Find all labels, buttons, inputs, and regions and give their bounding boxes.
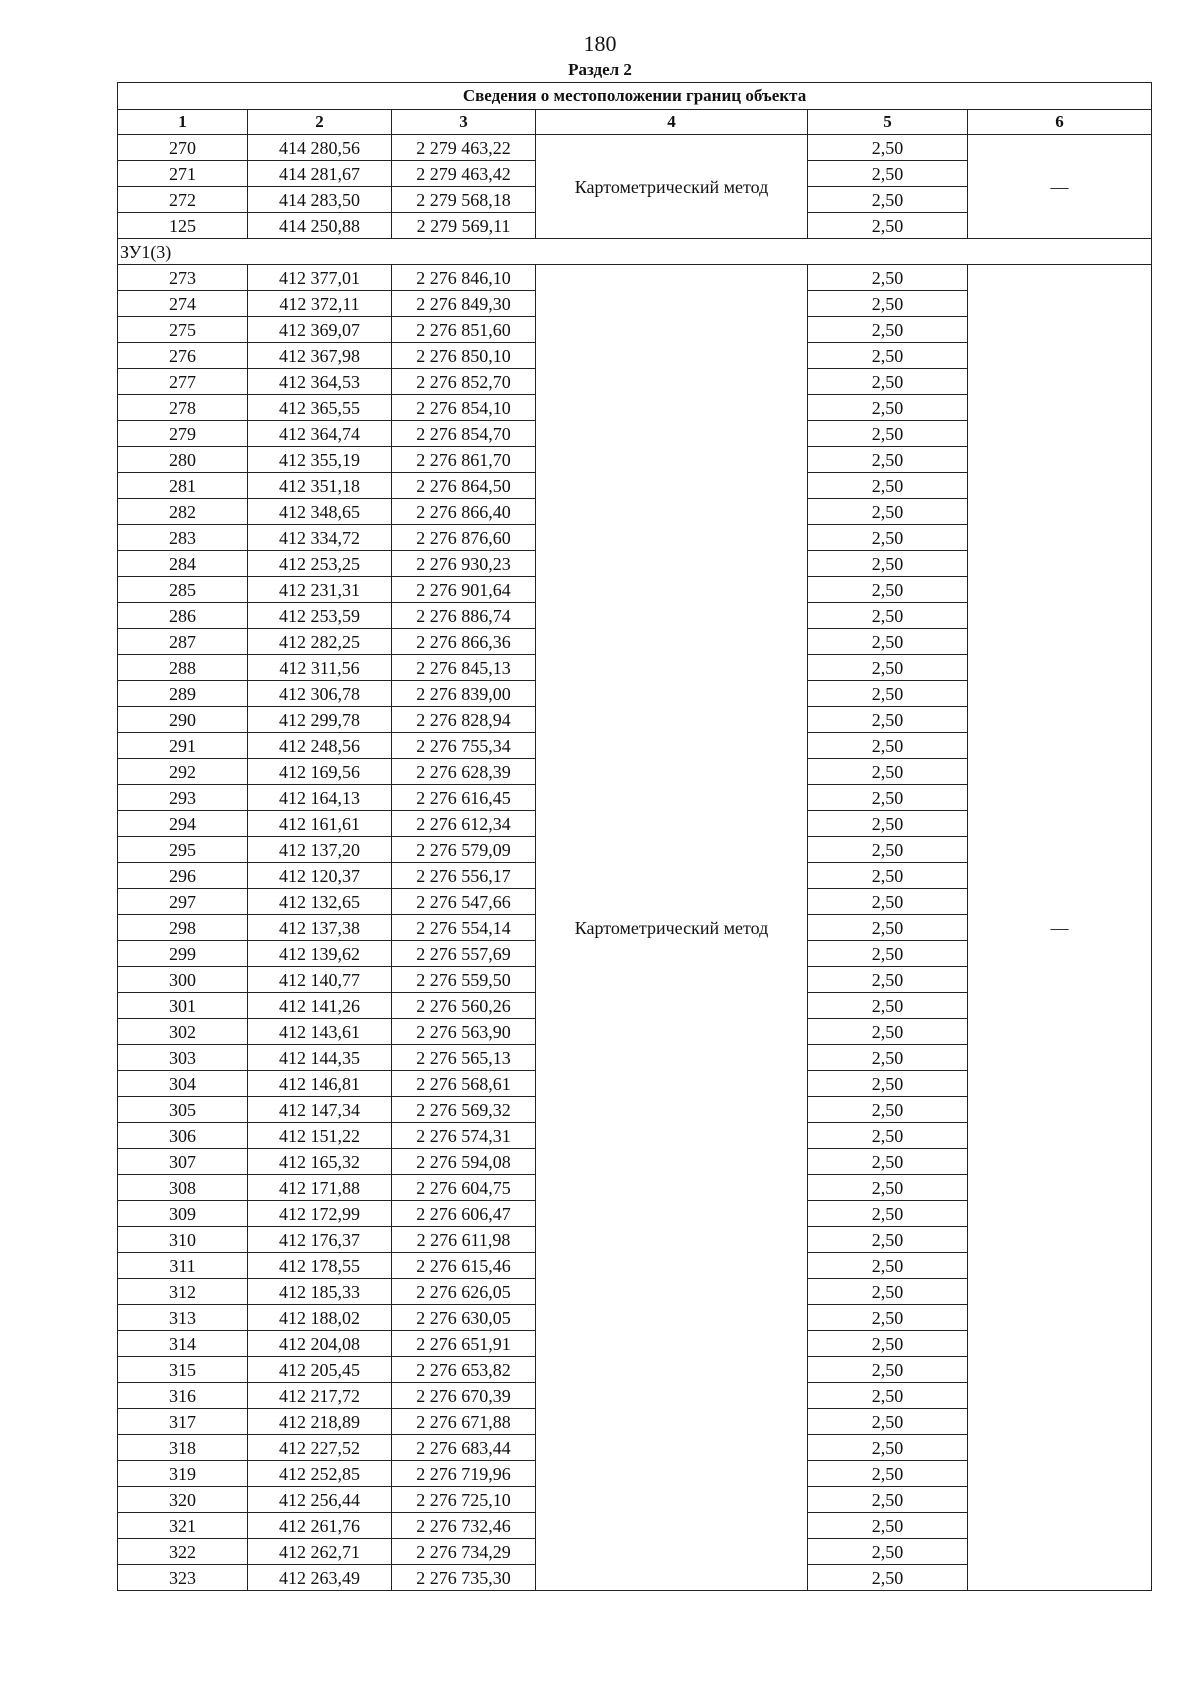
y-coordinate-cell: 2 276 630,05	[392, 1305, 536, 1331]
x-coordinate-cell: 412 132,65	[248, 889, 392, 915]
x-coordinate-cell: 412 161,61	[248, 811, 392, 837]
accuracy-cell: 2,50	[808, 837, 968, 863]
point-number-cell: 322	[118, 1539, 248, 1565]
accuracy-cell: 2,50	[808, 915, 968, 941]
point-number-cell: 270	[118, 135, 248, 161]
accuracy-cell: 2,50	[808, 811, 968, 837]
point-number-cell: 305	[118, 1097, 248, 1123]
accuracy-cell: 2,50	[808, 707, 968, 733]
point-number-cell: 275	[118, 317, 248, 343]
y-coordinate-cell: 2 276 930,23	[392, 551, 536, 577]
point-number-cell: 293	[118, 785, 248, 811]
accuracy-cell: 2,50	[808, 499, 968, 525]
point-number-cell: 310	[118, 1227, 248, 1253]
x-coordinate-cell: 412 147,34	[248, 1097, 392, 1123]
y-coordinate-cell: 2 276 615,46	[392, 1253, 536, 1279]
point-number-cell: 279	[118, 421, 248, 447]
y-coordinate-cell: 2 279 568,18	[392, 187, 536, 213]
x-coordinate-cell: 412 248,56	[248, 733, 392, 759]
x-coordinate-cell: 412 120,37	[248, 863, 392, 889]
x-coordinate-cell: 412 204,08	[248, 1331, 392, 1357]
point-number-cell: 312	[118, 1279, 248, 1305]
group-row	[118, 239, 1152, 265]
y-coordinate-cell: 2 276 845,13	[392, 655, 536, 681]
accuracy-cell: 2,50	[808, 577, 968, 603]
table-caption: Сведения о местоположении границ объекта	[118, 83, 1152, 110]
accuracy-cell: 2,50	[808, 759, 968, 785]
point-number-cell: 294	[118, 811, 248, 837]
x-coordinate-cell: 412 231,31	[248, 577, 392, 603]
y-coordinate-cell: 2 276 828,94	[392, 707, 536, 733]
x-coordinate-cell: 412 171,88	[248, 1175, 392, 1201]
y-coordinate-cell: 2 276 734,29	[392, 1539, 536, 1565]
x-coordinate-cell: 412 164,13	[248, 785, 392, 811]
y-coordinate-cell: 2 276 626,05	[392, 1279, 536, 1305]
x-coordinate-cell: 412 143,61	[248, 1019, 392, 1045]
column-number: 4	[536, 110, 808, 135]
x-coordinate-cell: 412 172,99	[248, 1201, 392, 1227]
y-coordinate-cell: 2 276 547,66	[392, 889, 536, 915]
y-coordinate-cell: 2 276 866,36	[392, 629, 536, 655]
point-number-cell: 125	[118, 213, 248, 239]
x-coordinate-cell: 412 139,62	[248, 941, 392, 967]
x-coordinate-cell: 414 280,56	[248, 135, 392, 161]
accuracy-cell: 2,50	[808, 1019, 968, 1045]
y-coordinate-cell: 2 276 732,46	[392, 1513, 536, 1539]
y-coordinate-cell: 2 276 606,47	[392, 1201, 536, 1227]
column-number: 2	[248, 110, 392, 135]
point-number-cell: 291	[118, 733, 248, 759]
x-coordinate-cell: 412 253,25	[248, 551, 392, 577]
y-coordinate-cell: 2 276 850,10	[392, 343, 536, 369]
accuracy-cell: 2,50	[808, 265, 968, 291]
y-coordinate-cell: 2 276 866,40	[392, 499, 536, 525]
y-coordinate-cell: 2 276 628,39	[392, 759, 536, 785]
y-coordinate-cell: 2 276 755,34	[392, 733, 536, 759]
x-coordinate-cell: 412 169,56	[248, 759, 392, 785]
point-number-cell: 272	[118, 187, 248, 213]
x-coordinate-cell: 412 351,18	[248, 473, 392, 499]
point-number-cell: 321	[118, 1513, 248, 1539]
accuracy-cell: 2,50	[808, 1565, 968, 1591]
x-coordinate-cell: 412 365,55	[248, 395, 392, 421]
point-number-cell: 304	[118, 1071, 248, 1097]
accuracy-cell: 2,50	[808, 733, 968, 759]
point-number-cell: 319	[118, 1461, 248, 1487]
accuracy-cell: 2,50	[808, 1097, 968, 1123]
x-coordinate-cell: 412 137,38	[248, 915, 392, 941]
point-number-cell: 288	[118, 655, 248, 681]
y-coordinate-cell: 2 276 565,13	[392, 1045, 536, 1071]
y-coordinate-cell: 2 276 568,61	[392, 1071, 536, 1097]
accuracy-cell: 2,50	[808, 395, 968, 421]
accuracy-cell: 2,50	[808, 291, 968, 317]
y-coordinate-cell: 2 276 854,10	[392, 395, 536, 421]
y-coordinate-cell: 2 276 901,64	[392, 577, 536, 603]
accuracy-cell: 2,50	[808, 1461, 968, 1487]
point-number-cell: 311	[118, 1253, 248, 1279]
point-number-cell: 318	[118, 1435, 248, 1461]
x-coordinate-cell: 412 261,76	[248, 1513, 392, 1539]
accuracy-cell: 2,50	[808, 343, 968, 369]
y-coordinate-cell: 2 276 612,34	[392, 811, 536, 837]
accuracy-cell: 2,50	[808, 1201, 968, 1227]
column-number: 6	[968, 110, 1152, 135]
x-coordinate-cell: 412 364,53	[248, 369, 392, 395]
accuracy-cell: 2,50	[808, 863, 968, 889]
point-number-cell: 271	[118, 161, 248, 187]
accuracy-cell: 2,50	[808, 1123, 968, 1149]
point-number-cell: 306	[118, 1123, 248, 1149]
point-number-cell: 303	[118, 1045, 248, 1071]
accuracy-cell: 2,50	[808, 655, 968, 681]
point-number-cell: 313	[118, 1305, 248, 1331]
accuracy-cell: 2,50	[808, 525, 968, 551]
point-number-cell: 277	[118, 369, 248, 395]
y-coordinate-cell: 2 276 670,39	[392, 1383, 536, 1409]
x-coordinate-cell: 412 364,74	[248, 421, 392, 447]
accuracy-cell: 2,50	[808, 1071, 968, 1097]
point-number-cell: 320	[118, 1487, 248, 1513]
y-coordinate-cell: 2 276 563,90	[392, 1019, 536, 1045]
x-coordinate-cell: 412 178,55	[248, 1253, 392, 1279]
accuracy-cell: 2,50	[808, 785, 968, 811]
y-coordinate-cell: 2 276 846,10	[392, 265, 536, 291]
accuracy-cell: 2,50	[808, 213, 968, 239]
y-coordinate-cell: 2 276 671,88	[392, 1409, 536, 1435]
point-number-cell: 314	[118, 1331, 248, 1357]
column-number: 5	[808, 110, 968, 135]
accuracy-cell: 2,50	[808, 603, 968, 629]
accuracy-cell: 2,50	[808, 1227, 968, 1253]
accuracy-cell: 2,50	[808, 1253, 968, 1279]
point-number-cell: 317	[118, 1409, 248, 1435]
point-number-cell: 287	[118, 629, 248, 655]
point-number-cell: 282	[118, 499, 248, 525]
x-coordinate-cell: 412 334,72	[248, 525, 392, 551]
x-coordinate-cell: 412 348,65	[248, 499, 392, 525]
accuracy-cell: 2,50	[808, 187, 968, 213]
column-number: 3	[392, 110, 536, 135]
y-coordinate-cell: 2 276 554,14	[392, 915, 536, 941]
accuracy-cell: 2,50	[808, 1409, 968, 1435]
point-number-cell: 274	[118, 291, 248, 317]
point-number-cell: 297	[118, 889, 248, 915]
y-coordinate-cell: 2 276 725,10	[392, 1487, 536, 1513]
x-coordinate-cell: 412 252,85	[248, 1461, 392, 1487]
method-cell: Картометрический метод	[536, 135, 808, 239]
accuracy-cell: 2,50	[808, 1513, 968, 1539]
x-coordinate-cell: 414 250,88	[248, 213, 392, 239]
y-coordinate-cell: 2 276 604,75	[392, 1175, 536, 1201]
accuracy-cell: 2,50	[808, 967, 968, 993]
accuracy-cell: 2,50	[808, 1279, 968, 1305]
accuracy-cell: 2,50	[808, 551, 968, 577]
y-coordinate-cell: 2 276 851,60	[392, 317, 536, 343]
point-number-cell: 299	[118, 941, 248, 967]
x-coordinate-cell: 412 141,26	[248, 993, 392, 1019]
point-number-cell: 301	[118, 993, 248, 1019]
x-coordinate-cell: 414 283,50	[248, 187, 392, 213]
point-number-cell: 289	[118, 681, 248, 707]
point-number-cell: 300	[118, 967, 248, 993]
x-coordinate-cell: 412 176,37	[248, 1227, 392, 1253]
y-coordinate-cell: 2 279 463,42	[392, 161, 536, 187]
x-coordinate-cell: 412 188,02	[248, 1305, 392, 1331]
y-coordinate-cell: 2 276 854,70	[392, 421, 536, 447]
x-coordinate-cell: 412 151,22	[248, 1123, 392, 1149]
y-coordinate-cell: 2 276 876,60	[392, 525, 536, 551]
table-body	[118, 83, 1152, 1591]
point-number-cell: 281	[118, 473, 248, 499]
point-number-cell: 309	[118, 1201, 248, 1227]
x-coordinate-cell: 412 367,98	[248, 343, 392, 369]
group-label: ЗУ1(3)	[118, 239, 1152, 265]
x-coordinate-cell: 412 369,07	[248, 317, 392, 343]
accuracy-cell: 2,50	[808, 681, 968, 707]
accuracy-cell: 2,50	[808, 1487, 968, 1513]
x-coordinate-cell: 412 140,77	[248, 967, 392, 993]
accuracy-cell: 2,50	[808, 473, 968, 499]
point-number-cell: 307	[118, 1149, 248, 1175]
accuracy-cell: 2,50	[808, 135, 968, 161]
point-number-cell: 308	[118, 1175, 248, 1201]
point-number-cell: 302	[118, 1019, 248, 1045]
y-coordinate-cell: 2 276 594,08	[392, 1149, 536, 1175]
point-number-cell: 290	[118, 707, 248, 733]
y-coordinate-cell: 2 276 864,50	[392, 473, 536, 499]
accuracy-cell: 2,50	[808, 421, 968, 447]
x-coordinate-cell: 412 355,19	[248, 447, 392, 473]
accuracy-cell: 2,50	[808, 1539, 968, 1565]
accuracy-cell: 2,50	[808, 369, 968, 395]
x-coordinate-cell: 412 205,45	[248, 1357, 392, 1383]
point-number-cell: 280	[118, 447, 248, 473]
x-coordinate-cell: 412 372,11	[248, 291, 392, 317]
accuracy-cell: 2,50	[808, 941, 968, 967]
point-number-cell: 276	[118, 343, 248, 369]
x-coordinate-cell: 412 256,44	[248, 1487, 392, 1513]
accuracy-cell: 2,50	[808, 1149, 968, 1175]
boundary-coordinates-table	[117, 82, 1152, 1591]
accuracy-cell: 2,50	[808, 161, 968, 187]
y-coordinate-cell: 2 276 574,31	[392, 1123, 536, 1149]
column-number: 1	[118, 110, 248, 135]
y-coordinate-cell: 2 276 852,70	[392, 369, 536, 395]
accuracy-cell: 2,50	[808, 629, 968, 655]
point-number-cell: 296	[118, 863, 248, 889]
y-coordinate-cell: 2 276 653,82	[392, 1357, 536, 1383]
page-number: 180	[583, 31, 617, 56]
point-number-cell: 286	[118, 603, 248, 629]
x-coordinate-cell: 412 311,56	[248, 655, 392, 681]
y-coordinate-cell: 2 276 560,26	[392, 993, 536, 1019]
x-coordinate-cell: 412 227,52	[248, 1435, 392, 1461]
x-coordinate-cell: 412 299,78	[248, 707, 392, 733]
accuracy-cell: 2,50	[808, 1383, 968, 1409]
x-coordinate-cell: 414 281,67	[248, 161, 392, 187]
accuracy-cell: 2,50	[808, 1331, 968, 1357]
accuracy-cell: 2,50	[808, 1175, 968, 1201]
x-coordinate-cell: 412 282,25	[248, 629, 392, 655]
column-number-row	[118, 110, 1152, 135]
point-number-cell: 295	[118, 837, 248, 863]
point-number-cell: 284	[118, 551, 248, 577]
x-coordinate-cell: 412 377,01	[248, 265, 392, 291]
y-coordinate-cell: 2 276 735,30	[392, 1565, 536, 1591]
y-coordinate-cell: 2 279 569,11	[392, 213, 536, 239]
description-cell: —	[968, 135, 1152, 239]
accuracy-cell: 2,50	[808, 889, 968, 915]
accuracy-cell: 2,50	[808, 1357, 968, 1383]
y-coordinate-cell: 2 276 559,50	[392, 967, 536, 993]
point-number-cell: 292	[118, 759, 248, 785]
point-number-cell: 283	[118, 525, 248, 551]
accuracy-cell: 2,50	[808, 317, 968, 343]
y-coordinate-cell: 2 276 719,96	[392, 1461, 536, 1487]
table-row	[118, 265, 1152, 291]
point-number-cell: 273	[118, 265, 248, 291]
x-coordinate-cell: 412 165,32	[248, 1149, 392, 1175]
accuracy-cell: 2,50	[808, 1305, 968, 1331]
accuracy-cell: 2,50	[808, 1435, 968, 1461]
y-coordinate-cell: 2 276 683,44	[392, 1435, 536, 1461]
table-row	[118, 135, 1152, 161]
y-coordinate-cell: 2 276 611,98	[392, 1227, 536, 1253]
point-number-cell: 298	[118, 915, 248, 941]
y-coordinate-cell: 2 276 556,17	[392, 863, 536, 889]
y-coordinate-cell: 2 276 616,45	[392, 785, 536, 811]
x-coordinate-cell: 412 137,20	[248, 837, 392, 863]
x-coordinate-cell: 412 218,89	[248, 1409, 392, 1435]
point-number-cell: 278	[118, 395, 248, 421]
method-cell: Картометрический метод	[536, 265, 808, 1591]
accuracy-cell: 2,50	[808, 1045, 968, 1071]
accuracy-cell: 2,50	[808, 447, 968, 473]
point-number-cell: 316	[118, 1383, 248, 1409]
y-coordinate-cell: 2 276 839,00	[392, 681, 536, 707]
y-coordinate-cell: 2 276 651,91	[392, 1331, 536, 1357]
y-coordinate-cell: 2 276 569,32	[392, 1097, 536, 1123]
section-title: Раздел 2	[568, 60, 632, 79]
y-coordinate-cell: 2 276 849,30	[392, 291, 536, 317]
x-coordinate-cell: 412 146,81	[248, 1071, 392, 1097]
x-coordinate-cell: 412 185,33	[248, 1279, 392, 1305]
y-coordinate-cell: 2 276 861,70	[392, 447, 536, 473]
point-number-cell: 323	[118, 1565, 248, 1591]
x-coordinate-cell: 412 306,78	[248, 681, 392, 707]
point-number-cell: 315	[118, 1357, 248, 1383]
y-coordinate-cell: 2 276 579,09	[392, 837, 536, 863]
x-coordinate-cell: 412 217,72	[248, 1383, 392, 1409]
x-coordinate-cell: 412 262,71	[248, 1539, 392, 1565]
y-coordinate-cell: 2 279 463,22	[392, 135, 536, 161]
accuracy-cell: 2,50	[808, 993, 968, 1019]
y-coordinate-cell: 2 276 557,69	[392, 941, 536, 967]
x-coordinate-cell: 412 263,49	[248, 1565, 392, 1591]
x-coordinate-cell: 412 253,59	[248, 603, 392, 629]
y-coordinate-cell: 2 276 886,74	[392, 603, 536, 629]
point-number-cell: 285	[118, 577, 248, 603]
table-caption-row	[118, 83, 1152, 110]
x-coordinate-cell: 412 144,35	[248, 1045, 392, 1071]
description-cell: —	[968, 265, 1152, 1591]
